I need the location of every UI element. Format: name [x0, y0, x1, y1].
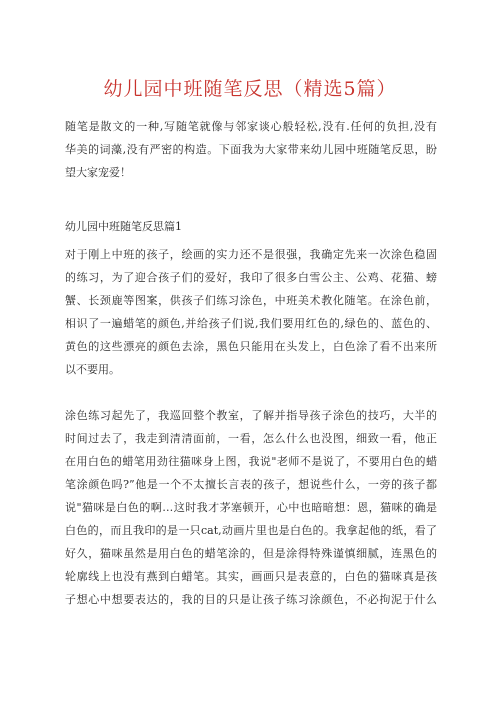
text-line: 对于刚上中班的孩子，绘画的实力还不是很强，我确定先来一次涂色稳固: [65, 248, 437, 261]
intro-paragraph: [65, 115, 437, 184]
text-line: 以不要用。: [65, 363, 120, 376]
text-line: 望大家宠爱！: [65, 166, 131, 179]
text-line: 白色的，而且我印的是一只cat,动画片里也是白色的。我拿起他的纸，看了: [65, 524, 437, 537]
text-line: 笔涂颜色吗?”他是一个不太擅长言表的孩子，想说些什么，一旁的孩子都: [65, 478, 437, 491]
text-line: 黄色的这些漂亮的颜色去涂，黑色只能用在头发上，白色涂了看不出来所: [65, 340, 437, 353]
text-line: 子想心中想要表达的，我的目的只是让孩子练习涂颜色，不必拘泥于什么: [65, 593, 437, 606]
text-line: 时间过去了，我走到清清面前，一看，怎么什么也没图，细致一看，他正: [65, 432, 437, 445]
text-line: 轮廓线上也没有燕到白蜡笔。其实，画画只是表意的，白色的猫咪真是孩: [65, 570, 437, 583]
text-line: 在用白色的蜡笔用劲往猫咪身上图，我说"老师不是说了，不要用白色的蜡: [65, 455, 437, 468]
text-line: 涂色练习起先了，我巡回整个教室，了解并指导孩子涂色的技巧，大半的: [65, 409, 437, 422]
body-paragraph-2: [65, 404, 437, 611]
text-line: 说"猫咪是白色的啊…这时我才茅塞顿开，心中也暗暗想：恩，猫咪的确是: [65, 501, 437, 514]
text-line: 的练习，为了迎合孩子们的爱好，我印了很多白雪公主、公鸡、花猫、螃: [65, 271, 437, 284]
section-heading-text: 幼儿园中班随笔反思篇1: [65, 220, 182, 233]
text-line: 相识了一遍蜡笔的颜色,并给孩子们说,我们要用红色的,绿色的、蓝色的、: [65, 317, 437, 330]
text-line: 好久，猫咪虽然是用白色的蜡笔涂的，但是涂得特殊谨慎细腻，连黑色的: [65, 547, 437, 560]
text-line: 华美的词藻,没有严密的构造。下面我为大家带来幼儿园中班随笔反思，盼: [65, 143, 437, 156]
text-line: 蟹、长颈鹿等图案，供孩子们练习涂色，中班美术教化随笔。在涂色前，: [65, 294, 437, 307]
section-heading: [65, 215, 437, 238]
text-line: 随笔是散文的一种,写随笔就像与邻家谈心般轻松,没有.任何的负担,没有: [65, 120, 437, 133]
document-title: 幼儿园中班随笔反思（精选5篇）: [103, 78, 397, 100]
body-paragraph-1: [65, 243, 437, 381]
